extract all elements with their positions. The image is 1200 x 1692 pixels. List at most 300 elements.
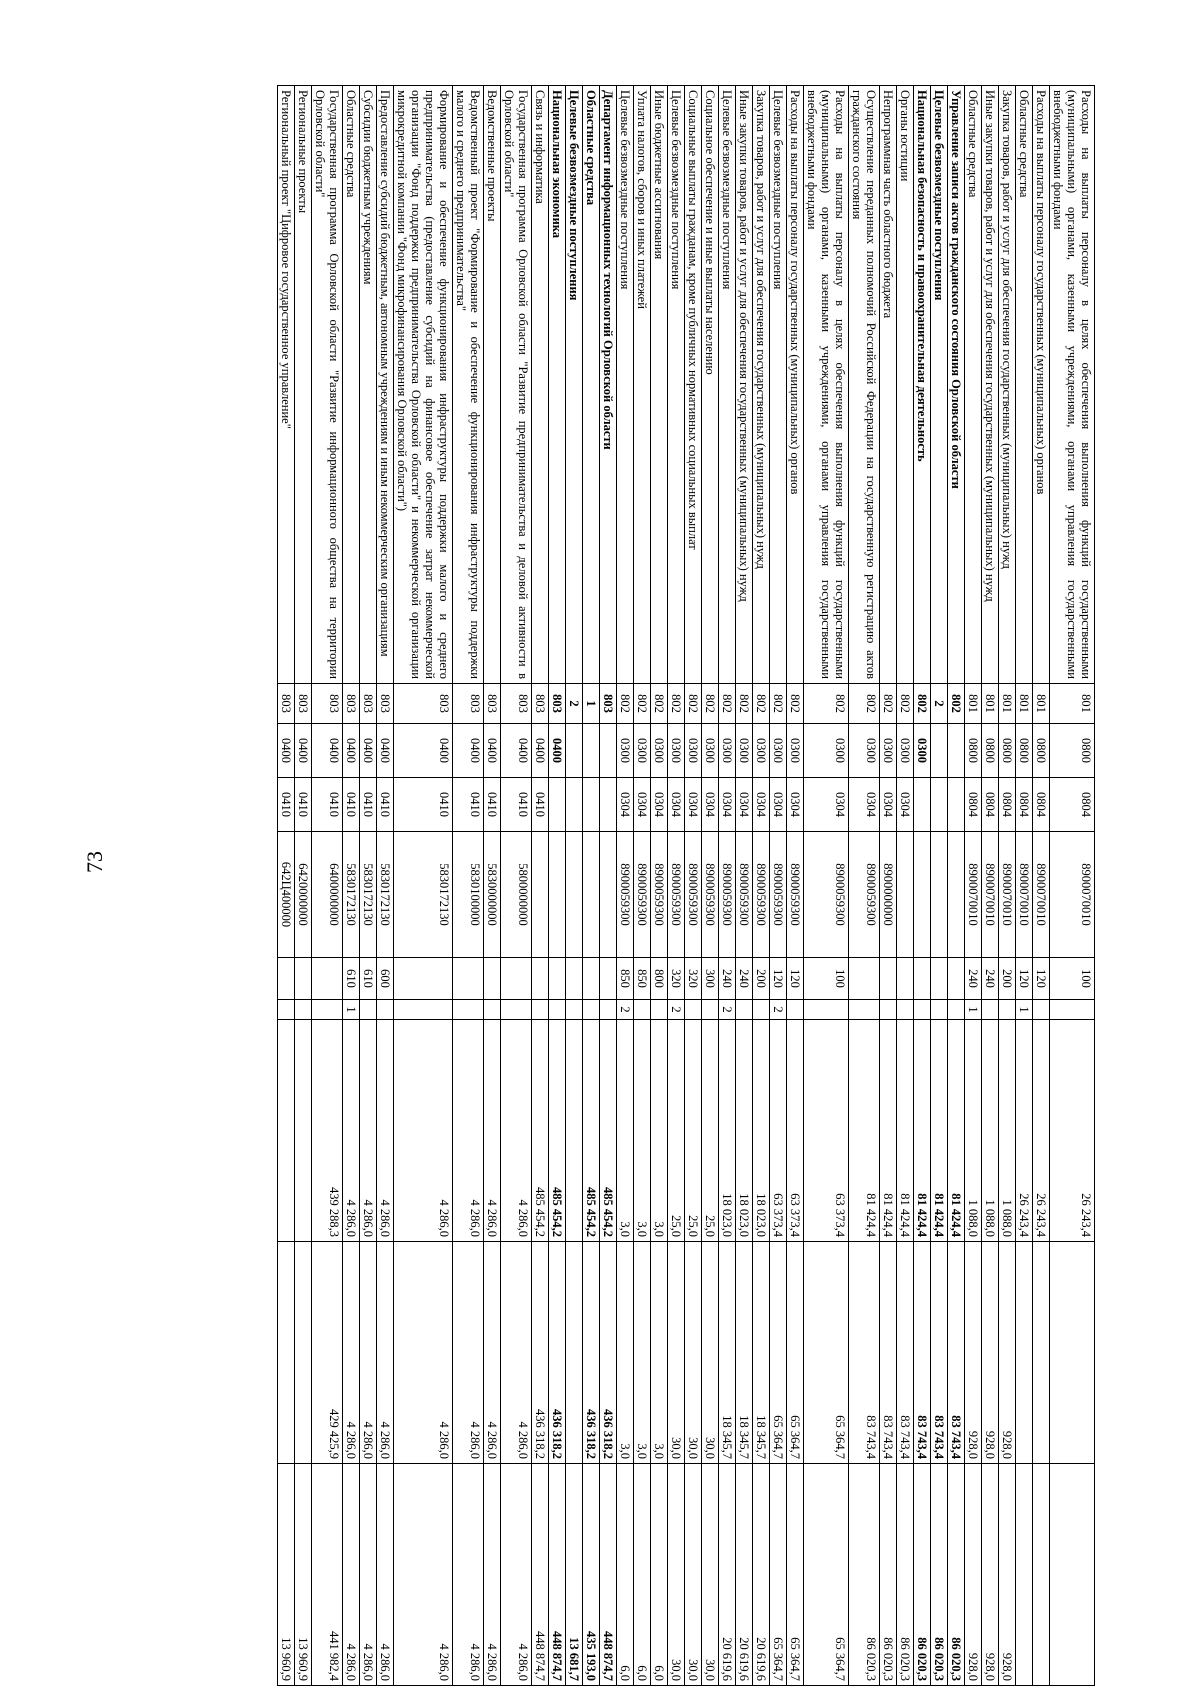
subsection-cell: 0304 [897, 778, 914, 832]
ved-cell: 803 [278, 684, 295, 724]
table-row [719, 86, 736, 1686]
table-row [312, 86, 343, 1686]
expense-type-cell: 320 [668, 958, 685, 1000]
source-cell [360, 1000, 377, 1020]
amount-year3-cell: 928,0 [965, 1464, 982, 1686]
amount-year1-cell: 81 424,4 [897, 1020, 914, 1242]
row-name-cell: Областные средства [1016, 86, 1033, 684]
expense-type-cell: 200 [999, 958, 1016, 1000]
source-cell [549, 1000, 566, 1020]
amount-year1-cell: 3,0 [651, 1020, 668, 1242]
amount-year1-cell [566, 1020, 583, 1242]
ved-cell: 803 [394, 684, 453, 724]
target-article-cell: 8900059300 [685, 832, 702, 958]
ved-cell: 802 [668, 684, 685, 724]
amount-year1-cell: 4 286,0 [453, 1020, 484, 1242]
source-cell [880, 1000, 897, 1020]
amount-year1-cell: 18 023,0 [719, 1020, 736, 1242]
section-cell: 0300 [849, 724, 880, 778]
table-row [1033, 86, 1050, 1686]
source-cell [897, 1000, 914, 1020]
amount-year1-cell: 3,0 [617, 1020, 634, 1242]
expense-type-cell [583, 958, 600, 1000]
table-row [532, 86, 549, 1686]
amount-year1-cell: 25,0 [685, 1020, 702, 1242]
row-name-cell: Целевые безвозмездные поступления [617, 86, 634, 684]
section-cell: 0400 [377, 724, 394, 778]
amount-year3-cell [1016, 1464, 1033, 1686]
target-article-cell: 8900059300 [617, 832, 634, 958]
expense-type-cell: 120 [1016, 958, 1033, 1000]
ved-cell: 802 [685, 684, 702, 724]
section-cell: 0400 [484, 724, 501, 778]
table-row [948, 86, 965, 1686]
table-row [394, 86, 453, 1686]
amount-year1-cell: 25,0 [702, 1020, 719, 1242]
amount-year3-cell: 13 960,9 [295, 1464, 312, 1686]
section-cell: 0300 [753, 724, 770, 778]
amount-year2-cell: 436 318,2 [549, 1242, 566, 1464]
row-name-cell: Национальная безопасность и правоохранительная деятельность [914, 86, 931, 684]
amount-year1-cell: 63 373,4 [804, 1020, 849, 1242]
expense-type-cell: 200 [753, 958, 770, 1000]
row-name-cell: Областные средства [583, 86, 600, 684]
amount-year3-cell: 86 020,3 [897, 1464, 914, 1686]
subsection-cell [583, 778, 600, 832]
amount-year1-cell: 81 424,4 [880, 1020, 897, 1242]
table-row [566, 86, 583, 1686]
expense-type-cell [484, 958, 501, 1000]
expense-type-cell: 610 [343, 958, 360, 1000]
subsection-cell: 0304 [719, 778, 736, 832]
source-cell [566, 1000, 583, 1020]
amount-year1-cell: 4 286,0 [343, 1020, 360, 1242]
ved-cell: 802 [753, 684, 770, 724]
table-row [617, 86, 634, 1686]
table-row [634, 86, 651, 1686]
table-row [1016, 86, 1033, 1686]
target-article-cell [532, 832, 549, 958]
amount-year2-cell: 18 345,7 [736, 1242, 753, 1464]
target-article-cell [566, 832, 583, 958]
subsection-cell: 0304 [651, 778, 668, 832]
amount-year1-cell: 81 424,4 [948, 1020, 965, 1242]
amount-year1-cell: 63 373,4 [787, 1020, 804, 1242]
ved-cell: 803 [501, 684, 532, 724]
expense-type-cell [295, 958, 312, 1000]
amount-year2-cell: 436 318,2 [532, 1242, 549, 1464]
subsection-cell: 0304 [787, 778, 804, 832]
subsection-cell: 0410 [501, 778, 532, 832]
table-row [897, 86, 914, 1686]
amount-year1-cell: 485 454,2 [549, 1020, 566, 1242]
amount-year1-cell: 1 088,0 [999, 1020, 1016, 1242]
amount-year3-cell: 4 286,0 [484, 1464, 501, 1686]
amount-year3-cell [1033, 1464, 1050, 1686]
subsection-cell [931, 778, 948, 832]
ved-cell: 803 [312, 684, 343, 724]
source-cell: 2 [668, 1000, 685, 1020]
table-row [931, 86, 948, 1686]
amount-year1-cell: 25,0 [668, 1020, 685, 1242]
row-name-cell: Иные закупки товаров, работ и услуг для обеспечения государственных (муниципальных) нужд [982, 86, 999, 684]
source-cell [532, 1000, 549, 1020]
source-cell [948, 1000, 965, 1020]
table-row [668, 86, 685, 1686]
amount-year3-cell: 65 364,7 [787, 1464, 804, 1686]
amount-year1-cell: 26 243,4 [1050, 1020, 1095, 1242]
rotated-table-wrapper [277, 85, 1095, 1685]
source-cell [982, 1000, 999, 1020]
source-cell: 2 [719, 1000, 736, 1020]
amount-year3-cell: 65 364,7 [770, 1464, 787, 1686]
budget-table [277, 85, 1095, 1686]
amount-year2-cell [278, 1242, 295, 1464]
subsection-cell: 0804 [999, 778, 1016, 832]
amount-year3-cell: 86 020,3 [914, 1464, 931, 1686]
amount-year3-cell: 6,0 [651, 1464, 668, 1686]
source-cell: 2 [770, 1000, 787, 1020]
amount-year3-cell: 928,0 [982, 1464, 999, 1686]
amount-year3-cell: 6,0 [617, 1464, 634, 1686]
section-cell: 0400 [453, 724, 484, 778]
table-row [685, 86, 702, 1686]
amount-year1-cell: 4 286,0 [377, 1020, 394, 1242]
section-cell: 0300 [617, 724, 634, 778]
section-cell: 0800 [999, 724, 1016, 778]
table-row [770, 86, 787, 1686]
section-cell: 0300 [634, 724, 651, 778]
section-cell: 0300 [770, 724, 787, 778]
subsection-cell: 0410 [532, 778, 549, 832]
target-article-cell [931, 832, 948, 958]
amount-year2-cell: 3,0 [634, 1242, 651, 1464]
row-name-cell: Государственная программа Орловской области "Развитие предпринимательства и деловой активности в Орловской области" [501, 86, 532, 684]
section-cell: 0400 [549, 724, 566, 778]
row-name-cell: Формирование и обеспечение функционирования инфраструктуры поддержки малого и среднего предпринимательства (предоставление субсидий на финансовое обеспечение затрат некоммерческой организации "Фонд поддержки предпринимательства Орловской области" и некоммерческой организации микрокредитной компании "Фонд микрофинансирования Орловской области") [394, 86, 453, 684]
amount-year2-cell: 3,0 [651, 1242, 668, 1464]
subsection-cell [914, 778, 931, 832]
target-article-cell: 8900059300 [702, 832, 719, 958]
amount-year3-cell: 448 874,7 [600, 1464, 617, 1686]
table-row [583, 86, 600, 1686]
section-cell: 0300 [914, 724, 931, 778]
amount-year1-cell: 4 286,0 [484, 1020, 501, 1242]
row-name-cell: Государственная программа Орловской области "Развитие информационного общества на территории Орловской области" [312, 86, 343, 684]
table-row [549, 86, 566, 1686]
subsection-cell: 0804 [982, 778, 999, 832]
section-cell: 0400 [501, 724, 532, 778]
amount-year2-cell: 83 743,4 [880, 1242, 897, 1464]
section-cell: 0400 [532, 724, 549, 778]
row-name-cell: Департамент информационных технологий Орловской области [600, 86, 617, 684]
amount-year1-cell [295, 1020, 312, 1242]
row-name-cell: Непрограммная часть областного бюджета [880, 86, 897, 684]
amount-year2-cell: 83 743,4 [849, 1242, 880, 1464]
ved-cell: 802 [849, 684, 880, 724]
amount-year2-cell: 436 318,2 [583, 1242, 600, 1464]
amount-year3-cell: 6,0 [634, 1464, 651, 1686]
amount-year2-cell: 928,0 [965, 1242, 982, 1464]
ved-cell: 802 [897, 684, 914, 724]
row-name-cell: Региональный проект "Цифровое государственное управление" [278, 86, 295, 684]
expense-type-cell: 240 [982, 958, 999, 1000]
amount-year2-cell: 83 743,4 [914, 1242, 931, 1464]
amount-year2-cell [566, 1242, 583, 1464]
target-article-cell: 8900059300 [753, 832, 770, 958]
amount-year3-cell: 13 960,9 [278, 1464, 295, 1686]
amount-year2-cell: 436 318,2 [600, 1242, 617, 1464]
source-cell [484, 1000, 501, 1020]
amount-year2-cell: 928,0 [999, 1242, 1016, 1464]
row-name-cell: Предоставление субсидий бюджетным, автономным учреждениям и иным некоммерческим организациям [377, 86, 394, 684]
amount-year2-cell: 65 364,7 [770, 1242, 787, 1464]
row-name-cell: Национальная экономика [549, 86, 566, 684]
target-article-cell: 8900059300 [804, 832, 849, 958]
source-cell: 2 [617, 1000, 634, 1020]
subsection-cell: 0304 [668, 778, 685, 832]
subsection-cell [948, 778, 965, 832]
target-article-cell: 6400000000 [312, 832, 343, 958]
amount-year1-cell: 3,0 [634, 1020, 651, 1242]
table-row [501, 86, 532, 1686]
expense-type-cell: 240 [719, 958, 736, 1000]
row-name-cell: Связь и информатика [532, 86, 549, 684]
target-article-cell: 8900059300 [736, 832, 753, 958]
section-cell [931, 724, 948, 778]
section-cell [566, 724, 583, 778]
amount-year2-cell: 4 286,0 [394, 1242, 453, 1464]
subsection-cell: 0304 [849, 778, 880, 832]
section-cell: 0300 [804, 724, 849, 778]
ved-cell: 2 [931, 684, 948, 724]
expense-type-cell: 600 [377, 958, 394, 1000]
expense-type-cell: 300 [702, 958, 719, 1000]
amount-year1-cell: 439 288,3 [312, 1020, 343, 1242]
subsection-cell: 0304 [617, 778, 634, 832]
expense-type-cell: 120 [1033, 958, 1050, 1000]
ved-cell: 801 [1033, 684, 1050, 724]
section-cell: 0300 [685, 724, 702, 778]
expense-type-cell [566, 958, 583, 1000]
subsection-cell: 0304 [685, 778, 702, 832]
row-name-cell: Ведомственные проекты [484, 86, 501, 684]
ved-cell: 802 [880, 684, 897, 724]
expense-type-cell [312, 958, 343, 1000]
subsection-cell: 0410 [278, 778, 295, 832]
source-cell [736, 1000, 753, 1020]
target-article-cell: 8900070010 [1050, 832, 1095, 958]
amount-year2-cell: 30,0 [685, 1242, 702, 1464]
source-cell [804, 1000, 849, 1020]
amount-year1-cell: 81 424,4 [914, 1020, 931, 1242]
table-row [1050, 86, 1095, 1686]
row-name-cell: Расходы на выплаты персоналу государственных (муниципальных) органов [1033, 86, 1050, 684]
target-article-cell [600, 832, 617, 958]
expense-type-cell: 850 [617, 958, 634, 1000]
ved-cell: 802 [651, 684, 668, 724]
section-cell [583, 724, 600, 778]
expense-type-cell [914, 958, 931, 1000]
amount-year3-cell: 20 619,6 [736, 1464, 753, 1686]
table-row [736, 86, 753, 1686]
target-article-cell: 5800000000 [501, 832, 532, 958]
section-cell: 0300 [719, 724, 736, 778]
target-article-cell: 5830172130 [360, 832, 377, 958]
source-cell [295, 1000, 312, 1020]
target-article-cell: 8900059300 [770, 832, 787, 958]
row-name-cell: Субсидии бюджетным учреждениям [360, 86, 377, 684]
section-cell: 0300 [787, 724, 804, 778]
target-article-cell: 6420000000 [295, 832, 312, 958]
target-article-cell: 8900059300 [849, 832, 880, 958]
target-article-cell: 8900070010 [965, 832, 982, 958]
ved-cell: 803 [549, 684, 566, 724]
source-cell [651, 1000, 668, 1020]
target-article-cell: 8900059300 [787, 832, 804, 958]
table-body [278, 86, 1095, 1686]
table-row [278, 86, 295, 1686]
expense-type-cell [600, 958, 617, 1000]
expense-type-cell: 100 [804, 958, 849, 1000]
amount-year3-cell: 30,0 [668, 1464, 685, 1686]
amount-year3-cell: 20 619,6 [719, 1464, 736, 1686]
subsection-cell: 0304 [770, 778, 787, 832]
section-cell: 0300 [880, 724, 897, 778]
row-name-cell: Осуществление переданных полномочий Российской Федерации на государственную регистрацию актов гражданского состояния [849, 86, 880, 684]
row-name-cell: Органы юстиции [897, 86, 914, 684]
target-article-cell [897, 832, 914, 958]
amount-year2-cell: 928,0 [982, 1242, 999, 1464]
amount-year3-cell: 86 020,3 [880, 1464, 897, 1686]
page-number: 73 [82, 851, 107, 873]
amount-year2-cell [1050, 1242, 1095, 1464]
target-article-cell: 5830000000 [484, 832, 501, 958]
amount-year2-cell: 83 743,4 [897, 1242, 914, 1464]
amount-year3-cell: 448 874,7 [532, 1464, 549, 1686]
row-name-cell: Уплата налогов, сборов и иных платежей [634, 86, 651, 684]
ved-cell: 801 [982, 684, 999, 724]
table-row [880, 86, 897, 1686]
ved-cell: 2 [566, 684, 583, 724]
section-cell: 0400 [312, 724, 343, 778]
row-name-cell: Расходы на выплаты персоналу государственных (муниципальных) органов [787, 86, 804, 684]
amount-year3-cell [1050, 1464, 1095, 1686]
target-article-cell: 8900070010 [1016, 832, 1033, 958]
ved-cell: 802 [804, 684, 849, 724]
amount-year1-cell: 18 023,0 [736, 1020, 753, 1242]
amount-year2-cell [1033, 1242, 1050, 1464]
subsection-cell: 0804 [1016, 778, 1033, 832]
source-cell [999, 1000, 1016, 1020]
table-row [753, 86, 770, 1686]
section-cell: 0800 [1016, 724, 1033, 778]
amount-year3-cell: 435 193,0 [583, 1464, 600, 1686]
expense-type-cell [501, 958, 532, 1000]
ved-cell: 802 [770, 684, 787, 724]
subsection-cell: 0410 [453, 778, 484, 832]
target-article-cell: 5830172130 [377, 832, 394, 958]
subsection-cell [566, 778, 583, 832]
ved-cell: 803 [484, 684, 501, 724]
amount-year1-cell: 4 286,0 [394, 1020, 453, 1242]
amount-year2-cell: 65 364,7 [787, 1242, 804, 1464]
amount-year2-cell: 18 345,7 [719, 1242, 736, 1464]
source-cell [583, 1000, 600, 1020]
subsection-cell: 0410 [360, 778, 377, 832]
row-name-cell: Расходы на выплаты персоналу в целях обеспечения выполнения функций государственными (муниципальными) органами, казенными учреждениями, органами управления государственными внебюджетными фондами [1050, 86, 1095, 684]
ved-cell: 1 [583, 684, 600, 724]
amount-year2-cell: 65 364,7 [804, 1242, 849, 1464]
table-row [453, 86, 484, 1686]
amount-year1-cell: 81 424,4 [931, 1020, 948, 1242]
amount-year2-cell: 4 286,0 [377, 1242, 394, 1464]
source-cell [787, 1000, 804, 1020]
amount-year2-cell: 4 286,0 [453, 1242, 484, 1464]
amount-year1-cell: 63 373,4 [770, 1020, 787, 1242]
target-article-cell: 8900059300 [634, 832, 651, 958]
amount-year1-cell [278, 1020, 295, 1242]
source-cell: 1 [1016, 1000, 1033, 1020]
row-name-cell: Управление записи актов гражданского состояния Орловской области [948, 86, 965, 684]
row-name-cell: Закупка товаров, работ и услуг для обеспечения государственных (муниципальных) нужд [999, 86, 1016, 684]
subsection-cell: 0304 [753, 778, 770, 832]
section-cell: 0400 [278, 724, 295, 778]
section-cell: 0300 [736, 724, 753, 778]
expense-type-cell: 800 [651, 958, 668, 1000]
section-cell: 0800 [1033, 724, 1050, 778]
amount-year3-cell: 4 286,0 [453, 1464, 484, 1686]
subsection-cell: 0304 [634, 778, 651, 832]
source-cell [634, 1000, 651, 1020]
amount-year1-cell: 26 243,4 [1016, 1020, 1033, 1242]
expense-type-cell [948, 958, 965, 1000]
expense-type-cell [532, 958, 549, 1000]
ved-cell: 803 [600, 684, 617, 724]
section-cell: 0400 [343, 724, 360, 778]
source-cell [600, 1000, 617, 1020]
expense-type-cell [897, 958, 914, 1000]
expense-type-cell [394, 958, 453, 1000]
subsection-cell: 0410 [343, 778, 360, 832]
table-row [651, 86, 668, 1686]
ved-cell: 803 [360, 684, 377, 724]
table-row [999, 86, 1016, 1686]
amount-year3-cell: 4 286,0 [394, 1464, 453, 1686]
amount-year3-cell: 4 286,0 [501, 1464, 532, 1686]
subsection-cell [600, 778, 617, 832]
amount-year1-cell: 18 023,0 [753, 1020, 770, 1242]
row-name-cell: Областные средства [343, 86, 360, 684]
amount-year3-cell: 4 286,0 [343, 1464, 360, 1686]
amount-year3-cell: 13 681,7 [566, 1464, 583, 1686]
ved-cell: 803 [453, 684, 484, 724]
target-article-cell: 8900070010 [999, 832, 1016, 958]
section-cell: 0300 [702, 724, 719, 778]
amount-year1-cell: 81 424,4 [849, 1020, 880, 1242]
subsection-cell: 0410 [394, 778, 453, 832]
source-cell [685, 1000, 702, 1020]
amount-year3-cell: 30,0 [685, 1464, 702, 1686]
row-name-cell: Закупка товаров, работ и услуг для обеспечения государственных (муниципальных) нужд [753, 86, 770, 684]
row-name-cell: Целевые безвозмездные поступления [668, 86, 685, 684]
amount-year3-cell: 448 874,7 [549, 1464, 566, 1686]
source-cell [849, 1000, 880, 1020]
section-cell: 0800 [965, 724, 982, 778]
target-article-cell: 642Ц400000 [278, 832, 295, 958]
target-article-cell: 8900070010 [982, 832, 999, 958]
amount-year2-cell: 30,0 [668, 1242, 685, 1464]
